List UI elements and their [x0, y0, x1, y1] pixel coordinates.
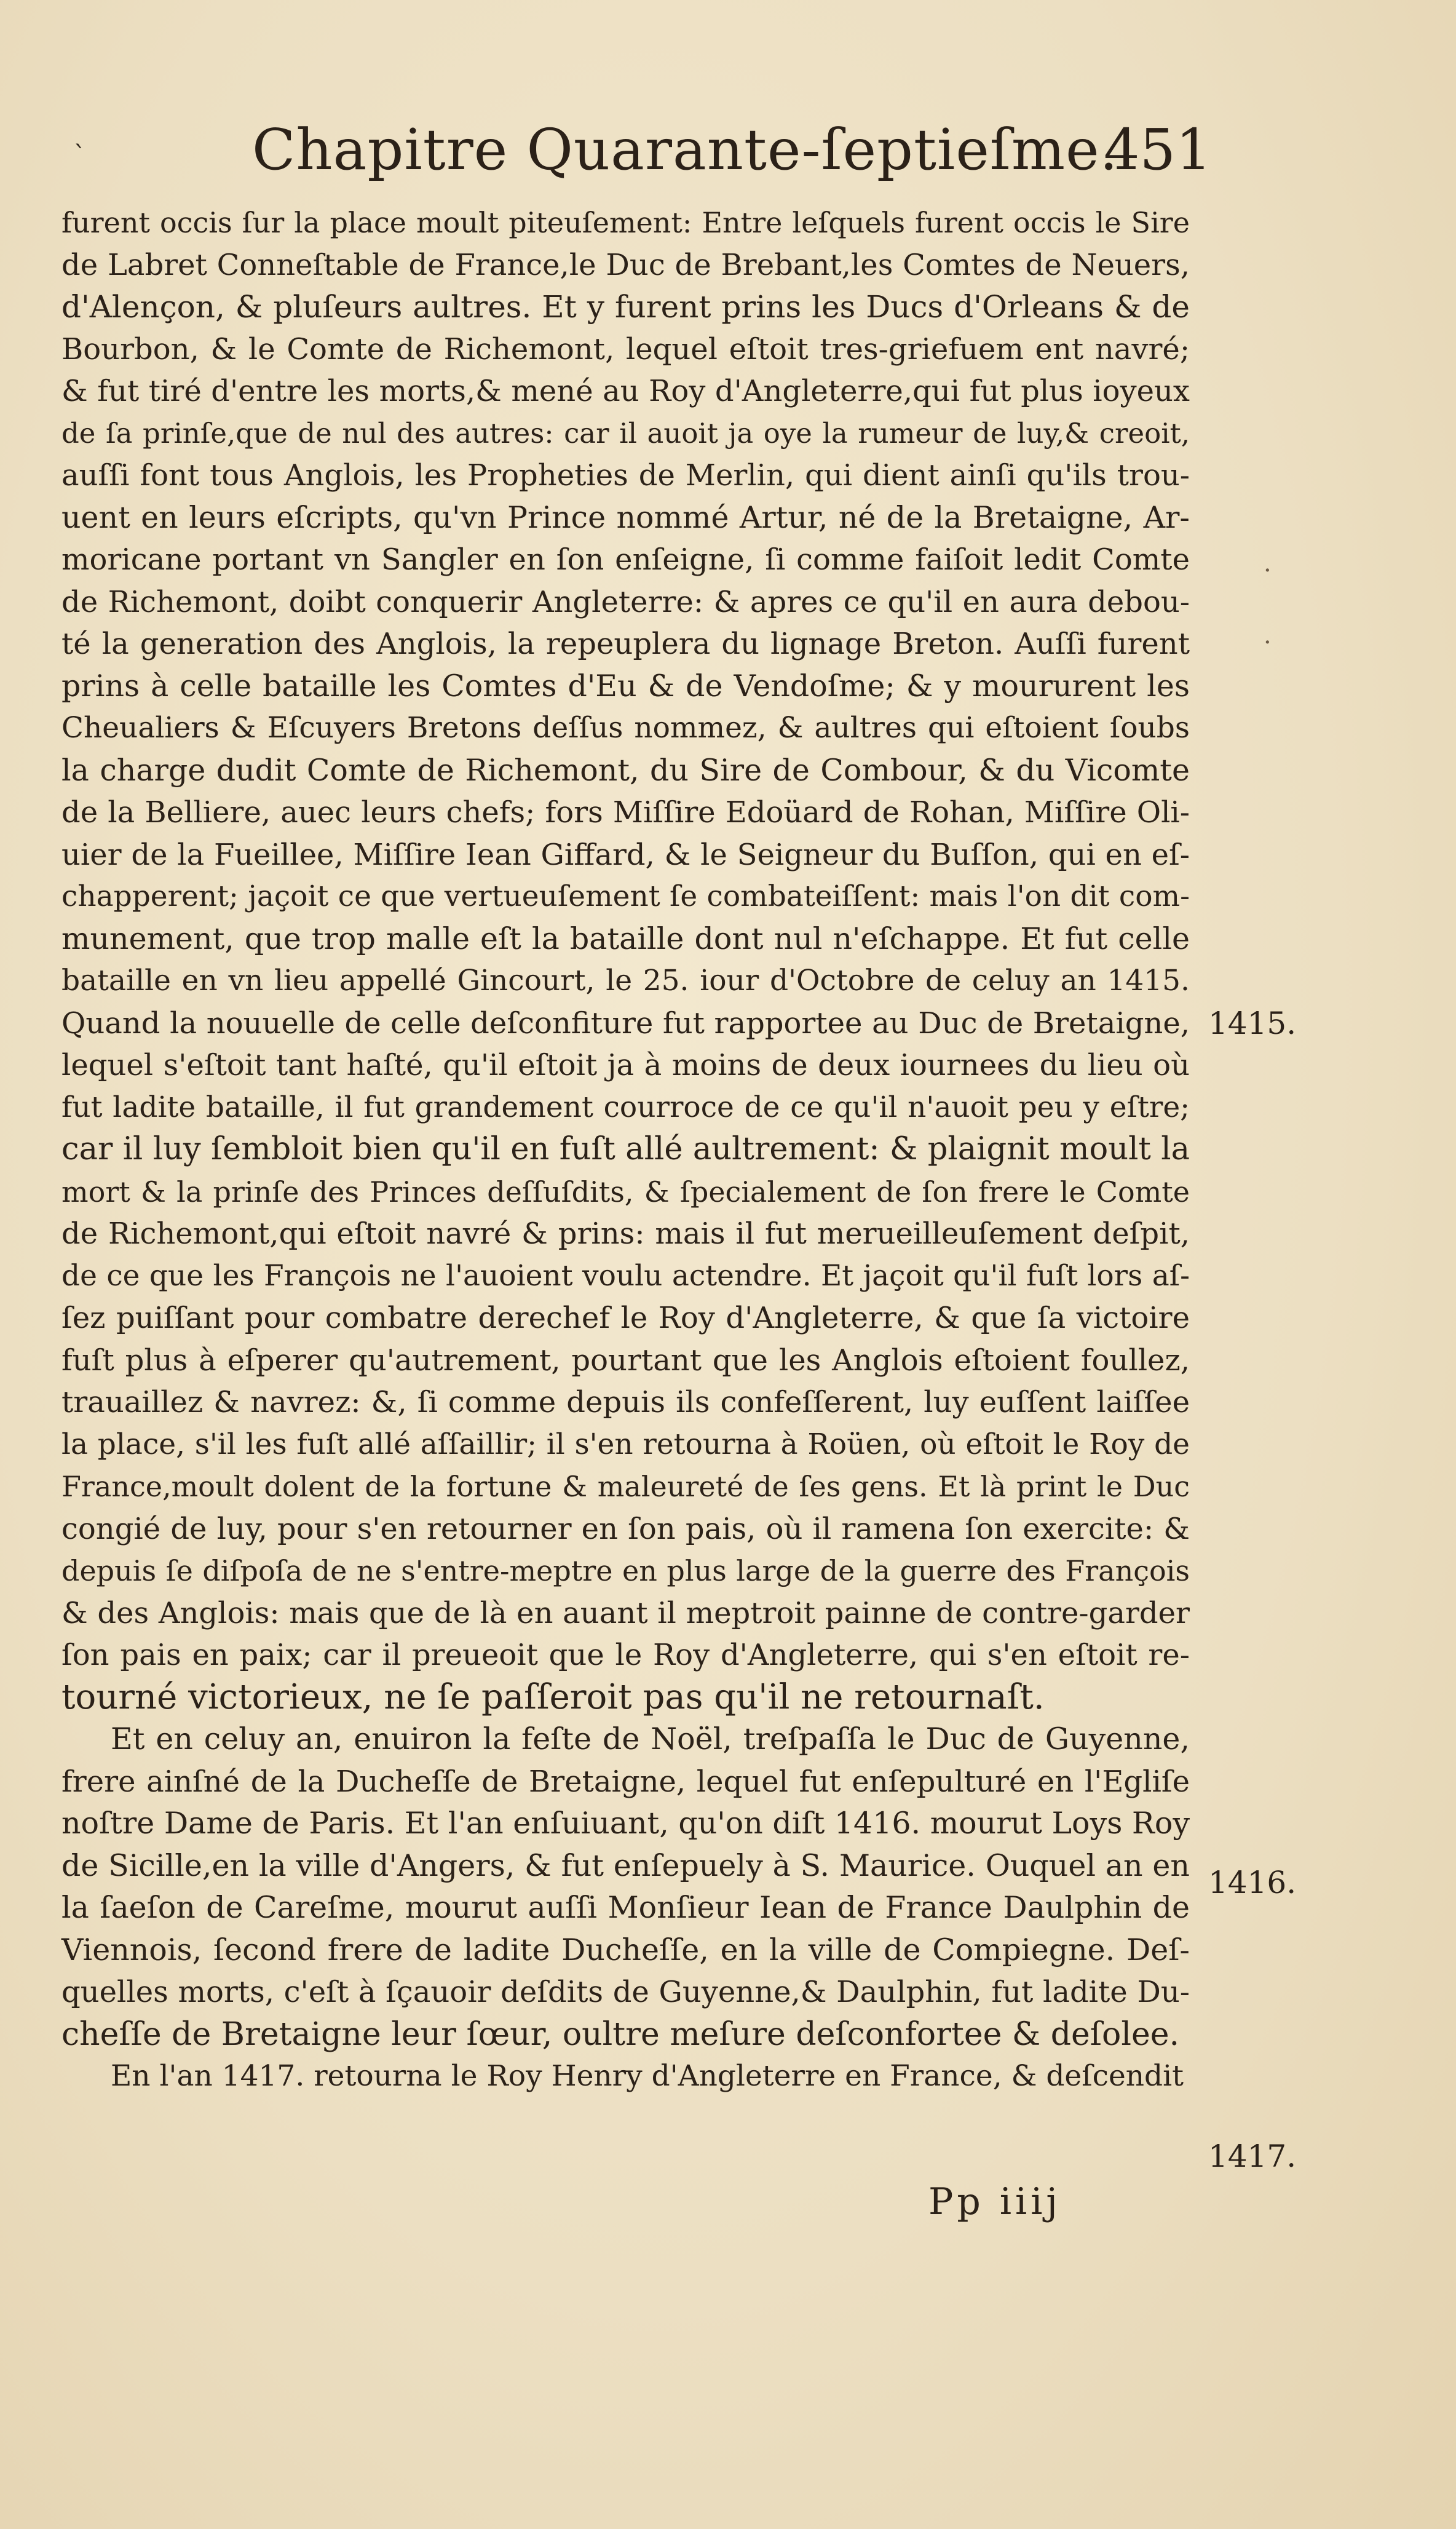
text-line: la charge dudit Comte de Richemont, du Sire de Combour, & du Vicomte — [61, 752, 1190, 788]
text-line: de Richemont,qui eſtoit navré & prins: mais il fut merueilleuſement deſpit, — [61, 1217, 1190, 1251]
margin-speck: · — [1264, 557, 1272, 585]
text-line: té la generation des Anglois, la repeuplera du lignage Breton. Auſſi furent — [61, 627, 1190, 661]
margin-date-1416: 1416. — [1208, 1865, 1297, 1900]
text-line: & fut tiré d'entre les morts,& mené au Roy d'Angleterre,qui fut plus ioyeux — [61, 374, 1190, 408]
text-line: congié de luy, pour s'en retourner en ſon pais, où il ramena ſon exercite: & — [61, 1511, 1190, 1546]
text-line: cheſſe de Bretaigne leur ſœur, oultre meſure deſconfortee & deſolee. — [61, 2015, 1180, 2053]
catchword-signature: Pp iiij — [928, 2180, 1062, 2223]
running-head — [0, 117, 1456, 191]
margin-date-1415: 1415. — [1208, 1006, 1297, 1041]
text-line: trauaillez & navrez: &, ſi comme depuis ils confeſſerent, luy euſſent laiſſee — [61, 1385, 1190, 1419]
margin-speck: · — [1264, 629, 1272, 657]
text-line: furent occis ſur la place moult piteuſement: Entre leſquels furent occis le Sire — [61, 206, 1190, 239]
text-line: uent en leurs eſcripts, qu'vn Prince nommé Artur, né de la Bretaigne, Ar- — [61, 499, 1190, 535]
text-line: de ce que les François ne l'auoient voulu actendre. Et jaçoit qu'il fuſt lors aſ- — [61, 1258, 1190, 1293]
text-line: auſſi font tous Anglois, les Propheties de Merlin, qui dient ainſi qu'ils trou- — [61, 458, 1190, 493]
text-line: uier de la Fueillee, Miſſire Iean Giffard, & le Seigneur du Buſſon, qui en eſ- — [61, 837, 1190, 872]
text-line: frere ainſné de la Ducheſſe de Bretaigne, lequel fut enſepulturé en l'Egliſe — [61, 1764, 1190, 1799]
text-line: Bourbon, & le Comte de Richemont, lequel eſtoit tres-griefuem ent navré; — [61, 332, 1190, 367]
text-line: de Labret Conneſtable de France,le Duc de Brebant,les Comtes de Neuers, — [61, 247, 1190, 282]
text-line: mort & la prinſe des Princes deſſuſdits, & ſpecialement de ſon frere le Comte — [61, 1175, 1190, 1209]
text-line: de ſa prinſe,que de nul des autres: car il auoit ja oye la rumeur de luy,& creoit, — [61, 416, 1190, 450]
text-line: tourné victorieux, ne ſe paſſeroit pas qu'il ne retournaſt. — [61, 1677, 1045, 1717]
text-line: la ſaeſon de Careſme, mourut auſſi Monſieur Iean de France Daulphin de — [61, 1890, 1190, 1925]
text-line: ſon pais en paix; car il preueoit que le Roy d'Angleterre, qui s'en eſtoit re- — [61, 1638, 1190, 1672]
text-line: Viennois, ſecond frere de ladite Ducheſſe, en la ville de Compiegne. Deſ- — [61, 1932, 1190, 1967]
text-line: Et en celuy an, enuiron la feſte de Noël, treſpaſſa le Duc de Guyenne, — [111, 1721, 1190, 1757]
text-line: bataille en vn lieu appellé Gincourt, le 25. iour d'Octobre de celuy an 1415. — [61, 964, 1190, 998]
text-line: noſtre Dame de Paris. Et l'an enſuiuant, qu'on diſt 1416. mourut Loys Roy — [61, 1806, 1190, 1841]
text-line: chapperent; jaçoit ce que vertueuſement ſe combateiſſent: mais l'on dit com- — [61, 879, 1190, 913]
text-line: ſez puiſſant pour combatre derechef le Roy d'Angleterre, & que ſa victoire — [61, 1301, 1190, 1335]
text-line: la place, s'il les fuſt allé aſſaillir; il s'en retourna à Roüen, où eſtoit le Roy de — [61, 1427, 1190, 1461]
text-line: En l'an 1417. retourna le Roy Henry d'Angleterre en France, & deſcendit — [111, 2059, 1184, 2093]
text-line: depuis ſe diſpoſa de ne s'entre-meptre en plus large de la guerre des François — [61, 1554, 1190, 1587]
head-mark: ` — [74, 141, 86, 170]
text-line: d'Alençon, & pluſeurs aultres. Et y furent prins les Ducs d'Orleans & de — [61, 289, 1190, 325]
text-line: Quand la nouuelle de celle deſconfiture fut rapportee au Duc de Bretaigne, — [61, 1006, 1190, 1041]
text-line: de la Belliere, auec leurs chefs; fors Miſſire Edoüard de Rohan, Miſſire Oli- — [61, 795, 1190, 830]
text-line: de Sicille,en la ville d'Angers, & fut enſepuely à S. Maurice. Ouquel an en — [61, 1848, 1190, 1883]
text-line: France,moult dolent de la fortune & maleureté de ſes gens. Et là print le Duc — [61, 1470, 1190, 1503]
page-number: 451 — [1104, 117, 1212, 183]
text-line: fut ladite bataille, il fut grandement courroce de ce qu'il n'auoit peu y eſtre; — [61, 1090, 1190, 1124]
text-line: munement, que trop malle eſt la bataille dont nul n'eſchappe. Et fut celle — [61, 921, 1190, 956]
text-line: prins à celle bataille les Comtes d'Eu & de Vendoſme; & y moururent les — [61, 668, 1190, 704]
text-line: & des Anglois: mais que de là en auant il meptroit painne de contre-garder — [61, 1595, 1190, 1630]
body-text — [61, 202, 1190, 2098]
text-line: fuſt plus à eſperer qu'autrement, pourtant que les Anglois eſtoient foullez, — [61, 1343, 1190, 1378]
text-line: Cheualiers & Eſcuyers Bretons deſſus nommez, & aultres qui eſtoient ſoubs — [61, 711, 1190, 745]
text-line: lequel s'eſtoit tant haſté, qu'il eſtoit ja à moins de deux iournees du lieu où — [61, 1048, 1190, 1082]
text-line: de Richemont, doibt conquerir Angleterre: & apres ce qu'il en aura debou- — [61, 584, 1190, 619]
text-line: moricane portant vn Sangler en ſon enſeigne, ſi comme faiſoit ledit Comte — [61, 542, 1190, 577]
chapter-title: Chapitre Quarante-ſeptieſme. — [252, 117, 1118, 183]
text-line: quelles morts, c'eſt à ſçauoir deſdits de Guyenne,& Daulphin, fut ladite Du- — [61, 1975, 1190, 2009]
text-line: car il luy ſembloit bien qu'il en fuſt allé aultrement: & plaignit moult la — [61, 1131, 1190, 1167]
margin-date-1417: 1417. — [1208, 2138, 1297, 2174]
